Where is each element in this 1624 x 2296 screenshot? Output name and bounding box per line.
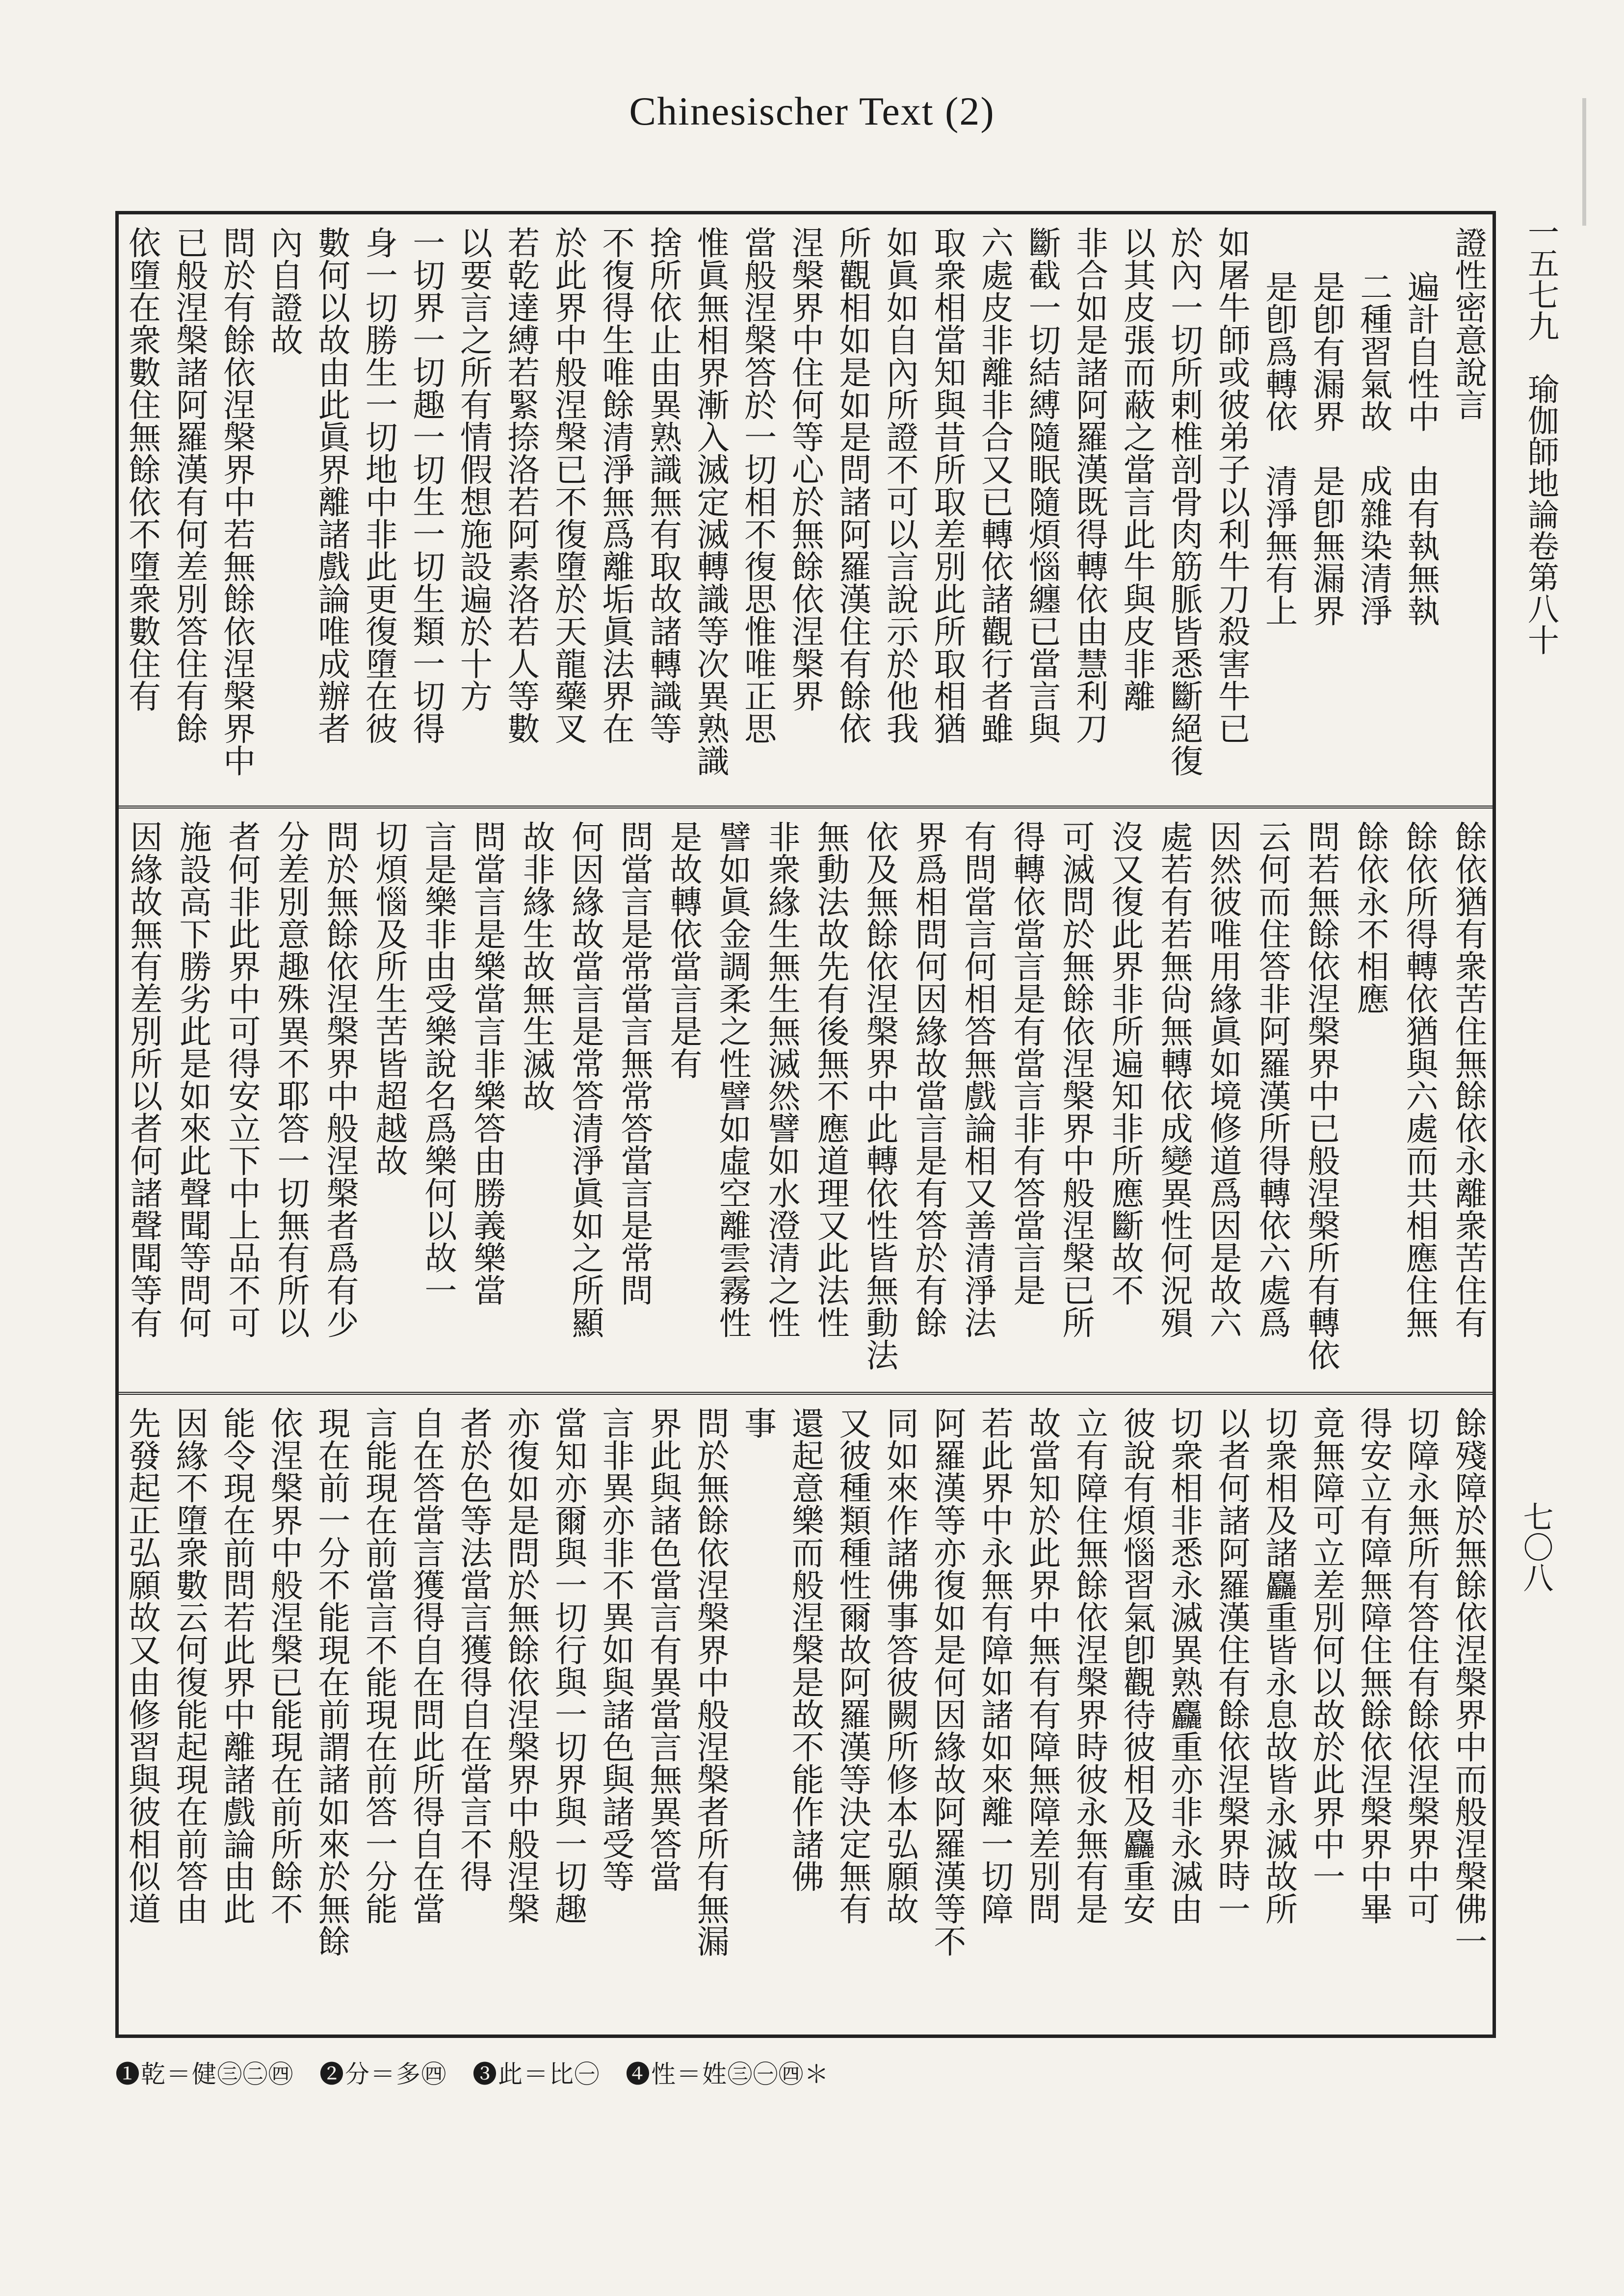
text-column: 於此界中般涅槃已不復墮於天龍藥叉 [549, 226, 587, 744]
text-column: 若此界中永無有障如諸如來離一切障 [975, 1407, 1014, 1925]
footnote: ❶乾＝健㊂㊁㊃ ❷分＝多㊃ ❸此＝比㊀ ❹性＝姓㊂㊀㊃＊ [115, 2060, 830, 2088]
text-column: 問於無餘依涅槃界中般涅槃者爲有少 [321, 820, 359, 1338]
text-column: 身一切勝生一切地中非此更復墮在彼 [360, 226, 398, 744]
column-row [119, 809, 1493, 1395]
text-column: 自在答當言獲得自在問此所得自在當 [407, 1407, 445, 1925]
text-column: 依及無餘依涅槃界中此轉依性皆無動法 [861, 820, 898, 1371]
text-column: 所觀相如是如是問諸阿羅漢住有餘依 [833, 226, 871, 744]
text-column: 問當言是樂當言非樂答由勝義樂當 [468, 820, 506, 1306]
text-column: 內自證故 [265, 226, 303, 356]
text-column: 一切界一切趣一切生一切生類一切得 [407, 226, 445, 744]
text-column: 竟無障可立差別何以故於此界中一 [1307, 1407, 1345, 1892]
text-band-1 [119, 214, 1493, 806]
margin-title: 一五七九 瑜伽師地論卷第八十 [1522, 216, 1559, 655]
verse-column: 是卽有漏界 是卽無漏界 [1307, 270, 1345, 626]
text-column: 惟眞無相界漸入滅定滅轉識等次異熟識 [691, 226, 730, 777]
text-column: 如屠牛師或彼弟子以利牛刀殺害牛已 [1212, 226, 1251, 744]
text-column: 可滅問於無餘依涅槃界中般涅槃已所 [1057, 820, 1095, 1338]
text-column: 得轉依當言是有當言非有答當言是 [1008, 820, 1046, 1306]
text-column: 以要言之所有情假想施設遍於十方 [454, 226, 493, 712]
text-column: 因然彼唯用緣眞如境修道爲因是故六 [1204, 820, 1242, 1338]
text-column: 還起意樂而般涅槃是故不能作諸佛 [786, 1407, 824, 1892]
text-column: 數何以故由此眞界離諸戲論唯成辦者 [312, 226, 350, 744]
text-column: 言非異亦非不異如與諸色與諸受等 [597, 1407, 635, 1892]
text-column: 因緣不墮衆數云何復能起現在前答由 [170, 1407, 209, 1925]
text-column: 立有障住無餘依涅槃界時彼永無有是 [1070, 1407, 1108, 1925]
text-band-3 [119, 1392, 1493, 2037]
text-column: 餘依所得轉依猶與六處而共相應住無 [1400, 820, 1438, 1338]
text-column: 能令現在前問若此界中離諸戲論由此 [217, 1407, 256, 1925]
text-column: 切衆相及諸麤重皆永息故皆永滅故所 [1259, 1407, 1298, 1925]
text-column: 問若無餘依涅槃界中已般涅槃所有轉依 [1302, 820, 1340, 1371]
text-column: 現在前一分不能現在前謂諸如來於無餘 [312, 1407, 350, 1957]
text-column: 云何而住答非阿羅漢所得轉依六處爲 [1253, 820, 1291, 1338]
text-column: 言能現在前當言不能現在前答一分能 [360, 1407, 398, 1925]
text-column: 界此與諸色當言有異當言無異答當 [644, 1407, 682, 1892]
text-column: 切煩惱及所生苦皆超越故 [370, 820, 408, 1176]
text-column: 界爲相問何因緣故當言是有答於有餘 [910, 820, 947, 1338]
text-column: 有問當言何相答無戲論相又善清淨法 [959, 820, 996, 1338]
text-column: 先發起正弘願故又由修習與彼相似道 [123, 1407, 161, 1925]
text-column: 問於無餘依涅槃界中般涅槃者所有無漏 [691, 1407, 730, 1957]
text-column: 已般涅槃諸阿羅漢有何差別答住有餘 [170, 226, 209, 744]
text-column: 證性密意說言 [1449, 226, 1487, 420]
text-column: 無動法故先有後無不應道理又此法性 [812, 820, 849, 1338]
text-column: 阿羅漢等亦復如是何因緣故阿羅漢等不 [928, 1407, 966, 1957]
text-column: 當般涅槃答於一切相不復思惟唯正思 [738, 226, 777, 744]
text-column: 以者何諸阿羅漢住有餘依涅槃界時一 [1212, 1407, 1251, 1925]
text-column: 以其皮張而蔽之當言此牛與皮非離 [1118, 226, 1156, 712]
text-column: 若乾達縛若緊捺洛若阿素洛若人等數 [501, 226, 540, 744]
text-column: 非合如是諸阿羅漢既得轉依由慧利刀 [1070, 226, 1108, 744]
margin-mark [1582, 98, 1586, 226]
text-column: 譬如眞金調柔之性譬如虛空離雲霧性 [713, 820, 751, 1338]
text-column: 故當知於此界中無有有障無障差別問 [1022, 1407, 1061, 1925]
column-row [119, 1395, 1493, 2037]
text-column: 何因緣故當言是常答清淨眞如之所顯 [566, 820, 604, 1338]
text-column: 餘殘障於無餘依涅槃界中而般涅槃佛一 [1449, 1407, 1487, 1957]
column-row [119, 214, 1493, 806]
text-column: 切障永無所有答住有餘依涅槃界中可 [1402, 1407, 1440, 1925]
text-column: 問當言是常當言無常答當言是常問 [615, 820, 653, 1306]
text-column: 者何非此界中可得安立下中上品不可 [223, 820, 261, 1338]
text-column: 非衆緣生無生無滅然譬如水澄清之性 [762, 820, 800, 1338]
text-column: 因緣故無有差別所以者何諸聲聞等有 [125, 820, 162, 1338]
text-column: 問於有餘依涅槃界中若無餘依涅槃界中 [217, 226, 256, 777]
text-column: 故非緣生故無生滅故 [517, 820, 555, 1112]
text-column: 於內一切所剌椎剖骨肉筋脈皆悉斷絕復 [1165, 226, 1203, 777]
text-column: 如眞如自內所證不可以言說示於他我 [881, 226, 919, 744]
text-column: 依涅槃界中般涅槃已能現在前所餘不 [265, 1407, 303, 1925]
text-column: 切衆相非悉永滅異熟麤重亦非永滅由 [1165, 1407, 1203, 1925]
text-column: 捨所依止由異熟識無有取故諸轉識等 [644, 226, 682, 744]
text-column: 不復得生唯餘清淨無爲離垢眞法界在 [597, 226, 635, 744]
text-column: 同如來作諸佛事答彼闕所修本弘願故 [881, 1407, 919, 1925]
page-number: 七〇八 [1518, 1501, 1554, 1592]
text-column: 者於色等法當言獲得自在當言不得 [454, 1407, 493, 1892]
text-band-2 [119, 806, 1493, 1395]
text-column: 當知亦爾與一切行與一切界與一切趣 [549, 1407, 587, 1925]
text-column: 亦復如是問於無餘依涅槃界中般涅槃 [501, 1407, 540, 1925]
text-column: 得安立有障無障住無餘依涅槃界中畢 [1354, 1407, 1392, 1925]
text-column: 處若有若無尙無轉依成變異性何況殞 [1155, 820, 1193, 1338]
text-column: 六處皮非離非合又已轉依諸觀行者雖 [975, 226, 1014, 744]
text-column: 餘依猶有衆苦住無餘依永離衆苦住有 [1449, 820, 1487, 1338]
verse-column: 是卽爲轉依 清淨無有上 [1259, 270, 1298, 626]
text-column: 是故轉依當言是有 [664, 820, 702, 1079]
text-column: 彼說有煩惱習氣卽觀待彼相及麤重安 [1118, 1407, 1156, 1925]
text-column: 斷截一切結縛隨眠隨煩惱纏已當言與 [1022, 226, 1061, 744]
text-column: 言是樂非由受樂說名爲樂何以故一 [419, 820, 457, 1306]
text-column: 事 [738, 1407, 777, 1439]
text-column: 分差別意趣殊異不耶答一切無有所以 [272, 820, 310, 1338]
text-column: 涅槃界中住何等心於無餘依涅槃界 [786, 226, 824, 712]
page-header: Chinesischer Text (2) [629, 89, 995, 133]
verse-column: 二種習氣故 成雜染清淨 [1354, 270, 1392, 626]
text-column: 又彼種類種性爾故阿羅漢等決定無有 [833, 1407, 871, 1925]
text-column: 施設高下勝劣此是如來此聲聞等問何 [174, 820, 211, 1338]
verse-column: 遍計自性中 由有執無執 [1402, 270, 1440, 626]
text-column: 依墮在衆數住無餘依不墮衆數住有 [123, 226, 161, 712]
text-frame [115, 211, 1496, 2038]
text-column: 取衆相當知與昔所取差別此所取相猶 [928, 226, 966, 744]
text-column: 沒又復此界非所遍知非所應斷故不 [1106, 820, 1144, 1306]
text-column: 餘依永不相應 [1351, 820, 1389, 1015]
